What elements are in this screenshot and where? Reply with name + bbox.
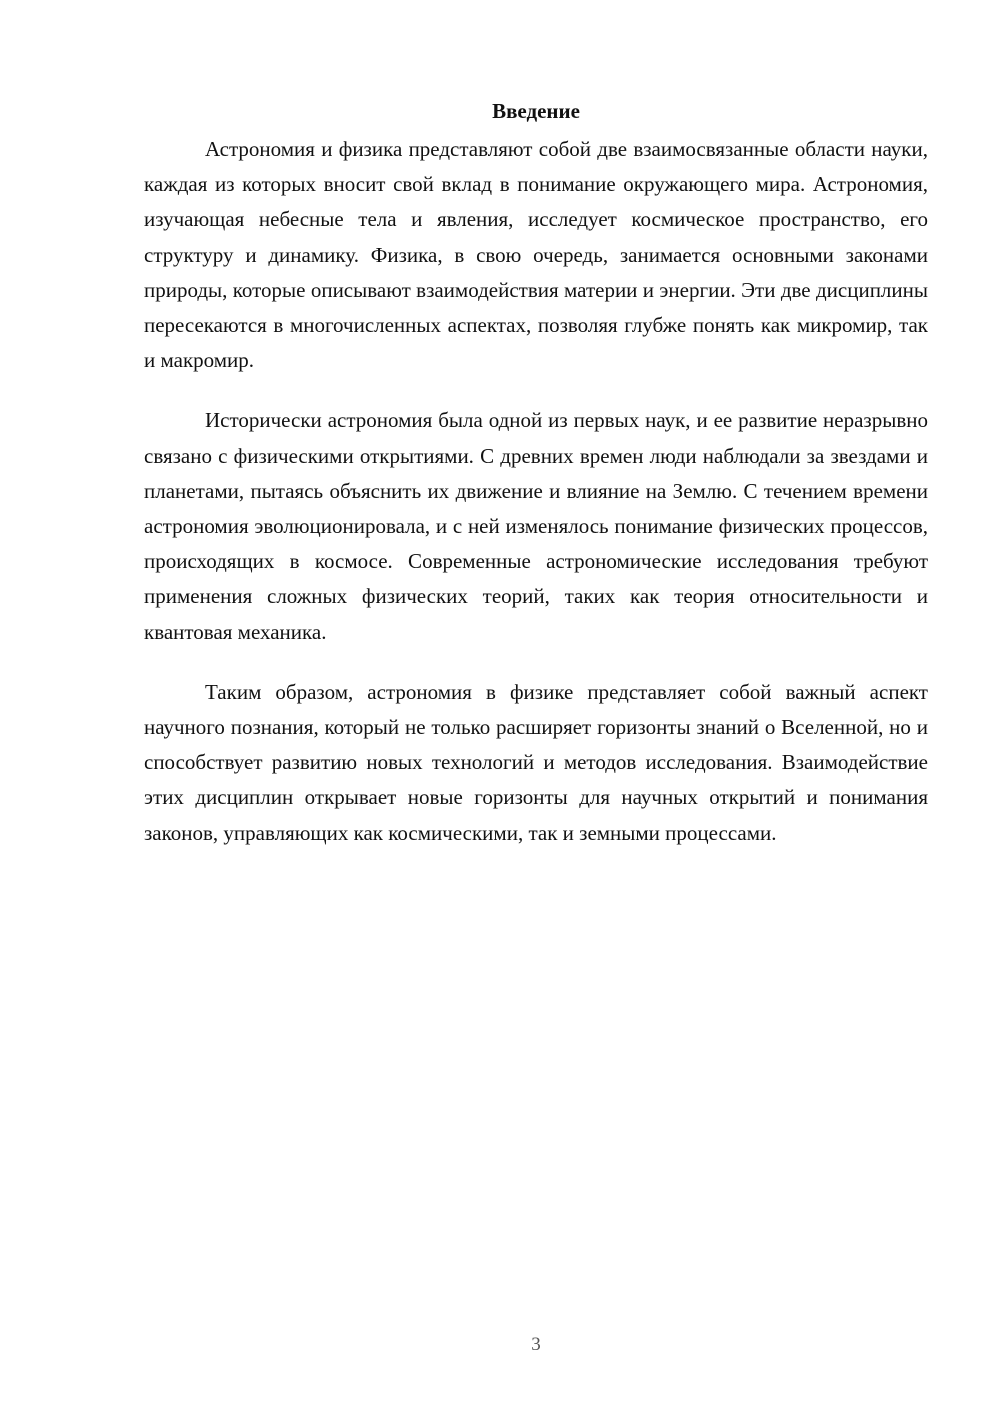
- page-content: [144, 96, 928, 876]
- section-title: Введение: [492, 99, 580, 123]
- page-number: 3: [531, 1334, 541, 1355]
- paragraph-2: Исторически астрономия была одной из первых наук, и ее развитие неразрывно связано с физическими открытиями. С древних времен люди наблюдали за звездами и планетами, пытаясь объяснить их движение и влияние на Землю. С течением времени астрономия эволюционировала, и с ней изменялось понимание физических процессов, происходящих в космосе. Современные астрономические исследования требуют применения сложных физических теорий, таких как теория относительности и квантовая механика.: [144, 408, 928, 644]
- paragraph-1: Астрономия и физика представляют собой две взаимосвязанные области науки, каждая из которых вносит свой вклад в понимание окружающего мира. Астрономия, изучающая небесные тела и явления, исследует космическое пространство, его структуру и динамику. Физика, в свою очередь, занимается основными законами природы, которые описывают взаимодействия материи и энергии. Эти две дисциплины пересекаются в многочисленных аспектах, позволяя глубже понять как микромир, так и макромир.: [144, 137, 928, 373]
- paragraph-3: Таким образом, астрономия в физике представляет собой важный аспект научного познания, который не только расширяет горизонты знаний о Вселенной, но и способствует развитию новых технологий и методов исследования. Взаимодействие этих дисциплин открывает новые горизонты для научных открытий и понимания законов, управляющих как космическими, так и земными процессами.: [144, 679, 928, 845]
